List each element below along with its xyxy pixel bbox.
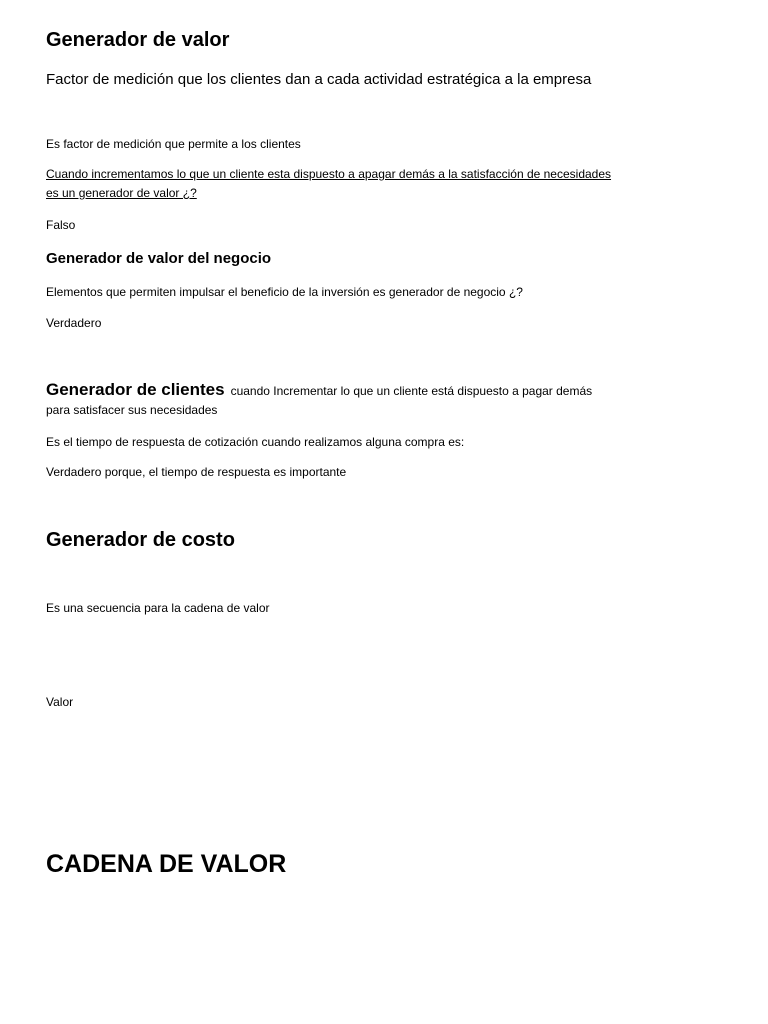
heading-generador-clientes-line (46, 381, 592, 399)
answer-falso: Falso (46, 218, 76, 232)
question-tiempo-respuesta: Es el tiempo de respuesta de cotización cuando realizamos alguna compra es: (46, 435, 465, 449)
answer-verdadero-porque: Verdadero porque, el tiempo de respuesta es importante (46, 465, 347, 479)
heading-generador-valor-negocio: Generador de valor del negocio (46, 250, 272, 267)
question-generador-valor-line2: es un generador de valor ¿? (46, 186, 197, 200)
heading-cadena-de-valor: CADENA DE VALOR (46, 850, 287, 878)
heading-generador-costo: Generador de costo (46, 529, 235, 551)
question-elementos-impulsar: Elementos que permiten impulsar el beneficio de la inversión es generador de negocio ¿? (46, 285, 523, 299)
subtitle-factor-medicion: Factor de medición que los clientes dan a cada actividad estratégica a la empresa (46, 71, 592, 88)
question-secuencia-cadena: Es una secuencia para la cadena de valor (46, 601, 270, 615)
heading-generador-clientes: Generador de clientes (46, 380, 225, 399)
heading-generador-de-valor: Generador de valor (46, 29, 230, 51)
text-cuando-incrementar: cuando Incrementar lo que un cliente está dispuesto a pagar demás (230, 384, 593, 398)
text-factor-medicion-clientes: Es factor de medición que permite a los clientes (46, 137, 301, 151)
question-generador-valor-line1: Cuando incrementamos lo que un cliente esta dispuesto a apagar demás a la satisfacción de necesidades (46, 167, 612, 181)
answer-verdadero: Verdadero (46, 316, 102, 330)
answer-valor: Valor (46, 695, 74, 709)
text-para-satisfacer: para satisfacer sus necesidades (46, 403, 218, 417)
